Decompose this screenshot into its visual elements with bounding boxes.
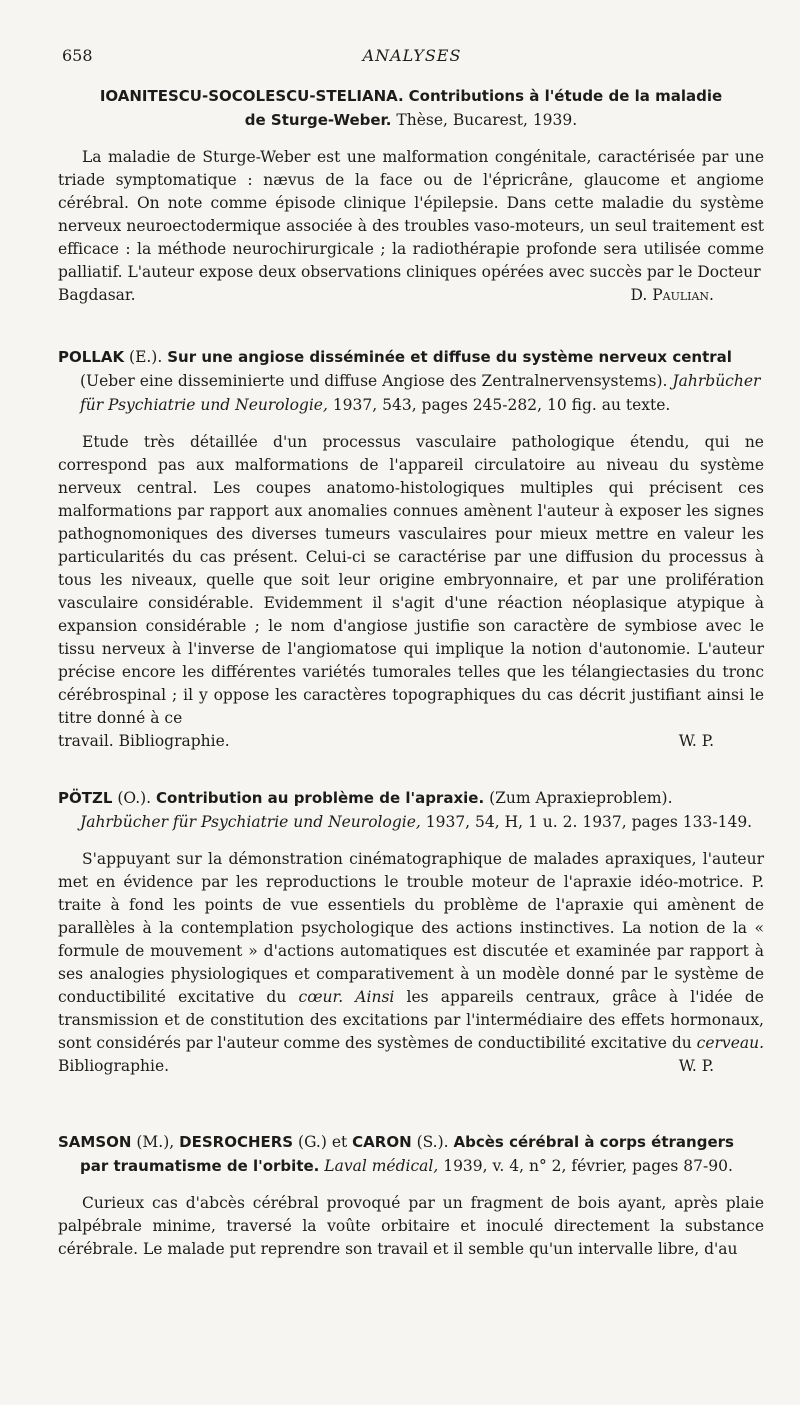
abstract-part-b: les appareils centraux, grâce à l'idée de transmission et de constitution des excitations par l'intermédiaire des effets hormonaux, sont considérés par l'auteur comme des systèmes de conductibilité excitative du xyxy=(58,988,764,1052)
entry-author-1: SAMSON xyxy=(58,1133,132,1151)
entry-signature: W. P. xyxy=(678,732,714,750)
page-header xyxy=(62,46,762,70)
entry-title: Contributions à l'étude de la maladie xyxy=(408,87,723,105)
entry-initial-3: (S.). xyxy=(411,1133,454,1151)
entry-abstract: Etude très détaillée d'un processus vasculaire pathologique étendu, qui ne correspond pas aux malformations de l'appareil circulatoire au niveau du système nerveux central. Les coupes anatomo-histologiques multiples qui précisent ces malformations par rapport aux anomalies connues amènent l'auteur à exposer les signes pathognomoniques des diverses tumeurs vasculaires pour mieux mettre en valeur les particularités du cas présent. Celui-ci se caractérise par une diffusion du processus à tous les niveaux, quelle que soit leur origine embryonnaire, et par une prolifération vasculaire considérable. Evidemment il s'agit d'une réaction néoplasique atypique à expansion considérable ; le nom d'angiose justifie son caractère de symbiose avec le tissu nerveux à l'inverse de l'angiomatose qui implique la notion d'autonomie. L'auteur précise encore les différentes variétés tumorales telles que les télangiectasies du tronc cérébrospinal ; il y oppose les caractères topographiques du cas décrit justifiant ainsi le titre donné à ce xyxy=(58,433,764,727)
abstract-part-a: S'appuyant sur la démonstration cinématographique de malades apraxiques, l'auteur met en évidence par les reproductions le trouble moteur de l'apraxie idéo-motrice. P. traite à fond les points de vue essentiels du problème de l'apraxie qui amènent de parallèles à la contemplation psychologique des actions instinctives. La notion de la « formule de mouvement » d'actions automatiques est discutée et examinée par rapport à ses analogies physiologiques et comparativement à un modèle donné par le système de conductibilité excitative du xyxy=(58,850,764,1006)
entry-signature: D. Paulian. xyxy=(630,286,714,304)
entry-author-3: CARON xyxy=(352,1133,412,1151)
entry-initial-2: (G.) et xyxy=(293,1133,353,1151)
entry-citation: 1939, v. 4, n° 2, février, pages 87-90. xyxy=(438,1157,733,1175)
entry-pollak xyxy=(58,345,764,753)
entry-citation: Thèse, Bucarest, 1939. xyxy=(391,111,578,129)
entry-journal: Jahrbücher für Psychiatrie und Neurologie, xyxy=(80,372,761,414)
entry-last-word: Bibliographie. xyxy=(58,1057,170,1075)
entry-title-cont: de Sturge-Weber. xyxy=(244,111,392,129)
entry-authors: PÖTZL xyxy=(58,789,113,807)
entry-title: Sur une angiose disséminée et diffuse du système nerveux central xyxy=(167,348,732,366)
entry-authors: IOANITESCU-SOCOLESCU-STELIANA. xyxy=(99,87,404,105)
entry-potzl xyxy=(58,786,764,1078)
entry-journal: Jahrbücher für Psychiatrie und Neurologie, xyxy=(80,813,421,831)
entry-title: Abcès cérébral à corps étrangers par traumatisme de l'orbite. xyxy=(80,1133,734,1175)
abstract-italic-b: cerveau. xyxy=(696,1034,765,1052)
entry-heading xyxy=(58,786,764,834)
entry-author-initial: (O.). xyxy=(112,789,157,807)
entry-signature-line xyxy=(58,284,764,307)
abstract-italic-a: cœur. Ainsi xyxy=(298,988,395,1006)
entry-heading xyxy=(58,345,764,417)
entry-heading xyxy=(58,1130,764,1178)
entry-citation: 1937, 54, H, 1 u. 2. 1937, pages 133-149. xyxy=(420,813,753,831)
entry-citation: 1937, 543, pages 245-282, 10 fig. au texte. xyxy=(327,396,671,414)
running-head: ANALYSES xyxy=(362,46,462,65)
entry-last-word: Bagdasar. xyxy=(58,286,136,304)
entry-signature-line xyxy=(58,1055,764,1078)
entry-subtitle: (Zum Apraxieproblem). xyxy=(484,789,673,807)
entry-last-word: travail. Bibliographie. xyxy=(58,732,230,750)
entry-heading xyxy=(58,84,764,132)
entry-journal: Laval médical, xyxy=(324,1157,439,1175)
entry-samson xyxy=(58,1130,764,1261)
entry-initial-1: (M.), xyxy=(131,1133,180,1151)
entry-sturge-weber xyxy=(58,84,764,307)
entry-abstract: Curieux cas d'abcès cérébral provoqué par un fragment de bois ayant, après plaie palpébrale minime, traversé la voûte orbitaire et inoculé directement la substance cérébrale. Le malade put reprendre son travail et il semble qu'un intervalle libre, d'au xyxy=(58,1194,764,1258)
entry-abstract xyxy=(58,848,764,1055)
entry-signature-line xyxy=(58,730,764,753)
entry-author-2: DESROCHERS xyxy=(179,1133,294,1151)
entry-title: Contribution au problème de l'apraxie. xyxy=(156,789,485,807)
entry-subtitle: (Ueber eine disseminierte und diffuse Angiose des Zentralnervensystems). xyxy=(80,372,673,390)
entry-author-initial: (E.). xyxy=(124,348,168,366)
page-number: 658 xyxy=(62,46,93,65)
entry-signature: W. P. xyxy=(678,1057,714,1075)
entry-authors: POLLAK xyxy=(58,348,125,366)
entry-abstract: La maladie de Sturge-Weber est une malformation congénitale, caractérisée par une triade symptomatique : nævus de la face ou de l'épricrâne, glaucome et angiome cérébral. On note comme épisode clinique l'épilepsie. Dans cette maladie du système nerveux neuroectodermique associée à des troubles vaso-moteurs, un seul traitement est efficace : la méthode neurochirurgicale ; la radiothérapie profonde sera utilisée comme palliatif. L'auteur expose deux observations cliniques opérées avec succès par le Docteur xyxy=(58,148,764,281)
